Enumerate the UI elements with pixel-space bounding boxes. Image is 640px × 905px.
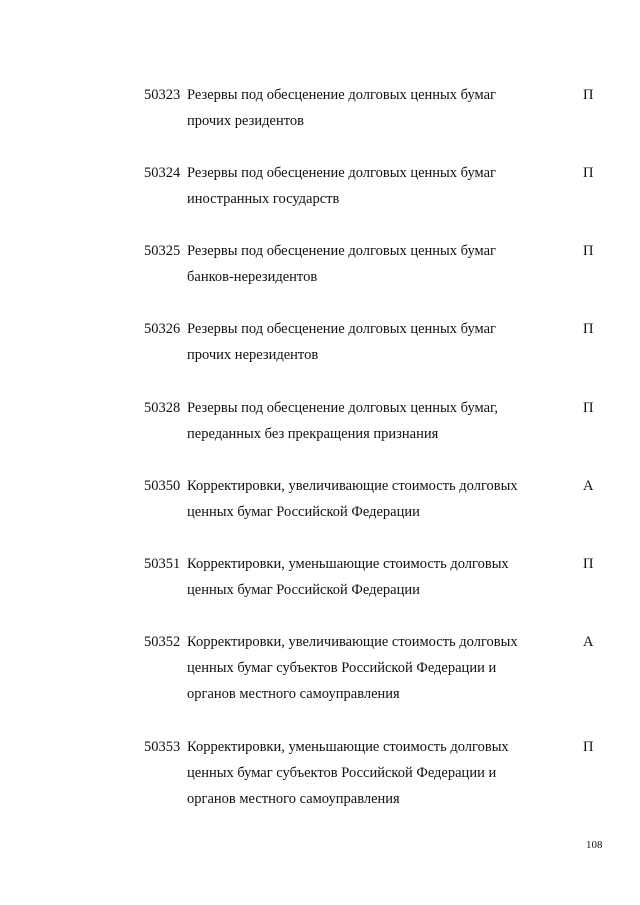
account-code: 50352	[144, 634, 181, 650]
description-line: ценных бумаг Российской Федерации	[187, 582, 420, 598]
description-line: Резервы под обесценение долговых ценных бумаг	[187, 87, 496, 103]
account-description	[187, 551, 567, 603]
account-type: А	[583, 478, 594, 494]
description-line: банков-нерезидентов	[187, 269, 318, 285]
account-code: 50353	[144, 739, 181, 755]
description-line: ценных бумаг Российской Федерации	[187, 504, 420, 520]
account-description	[187, 316, 567, 368]
description-line: Корректировки, уменьшающие стоимость долговых	[187, 739, 509, 755]
account-description	[187, 82, 567, 134]
description-line: Резервы под обесценение долговых ценных бумаг,	[187, 400, 498, 416]
account-type: П	[583, 243, 594, 259]
description-line: Корректировки, увеличивающие стоимость долговых	[187, 634, 518, 650]
account-description	[187, 629, 567, 707]
account-code: 50350	[144, 478, 181, 494]
account-code: 50323	[144, 87, 181, 103]
account-type: П	[583, 87, 594, 103]
account-code: 50325	[144, 243, 181, 259]
description-line: переданных без прекращения признания	[187, 426, 439, 442]
account-type: П	[583, 739, 594, 755]
description-line: Резервы под обесценение долговых ценных бумаг	[187, 243, 496, 259]
description-line: иностранных государств	[187, 191, 340, 207]
description-line: прочих нерезидентов	[187, 347, 319, 363]
account-description	[187, 160, 567, 212]
description-line: Корректировки, увеличивающие стоимость долговых	[187, 478, 518, 494]
account-code: 50326	[144, 321, 181, 337]
description-line: органов местного самоуправления	[187, 686, 400, 702]
account-description	[187, 238, 567, 290]
account-code: 50328	[144, 400, 181, 416]
description-line: органов местного самоуправления	[187, 791, 400, 807]
account-type: П	[583, 400, 594, 416]
description-line: прочих резидентов	[187, 113, 304, 129]
account-type: П	[583, 556, 594, 572]
account-description	[187, 734, 567, 812]
account-code: 50324	[144, 165, 181, 181]
account-type: П	[583, 321, 594, 337]
description-line: Резервы под обесценение долговых ценных бумаг	[187, 321, 496, 337]
description-line: ценных бумаг субъектов Российской Федерации и	[187, 660, 497, 676]
description-line: Резервы под обесценение долговых ценных бумаг	[187, 165, 496, 181]
account-type: П	[583, 165, 594, 181]
account-type: А	[583, 634, 594, 650]
account-description	[187, 473, 567, 525]
page-number: 108	[586, 839, 603, 851]
account-description	[187, 395, 567, 447]
description-line: ценных бумаг субъектов Российской Федерации и	[187, 765, 497, 781]
account-code: 50351	[144, 556, 181, 572]
description-line: Корректировки, уменьшающие стоимость долговых	[187, 556, 509, 572]
